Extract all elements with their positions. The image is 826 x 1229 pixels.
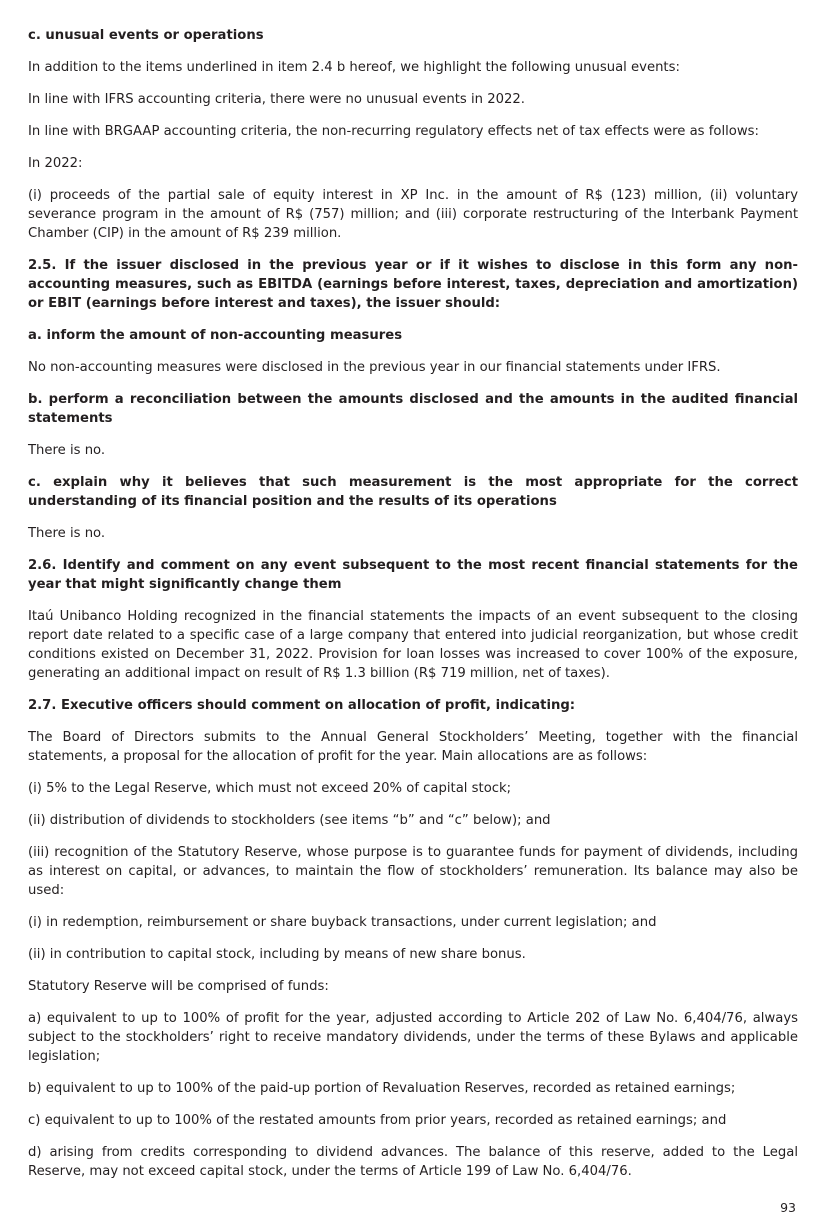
section-heading-2-6: 2.6. Identify and comment on any event subsequent to the most recent financial statements for the year that might significantly change them — [28, 558, 798, 592]
paragraph-statutory-reserve-funds: Statutory Reserve will be comprised of funds: — [28, 979, 329, 994]
paragraph-board-proposal: The Board of Directors submits to the Annual General Stockholders’ Meeting, together with the financial statements, a proposal for the allocation of profit for the year. Main allocations are as follows: — [28, 730, 798, 764]
paragraph-ifrs-no-unusual-events: In line with IFRS accounting criteria, there were no unusual events in 2022. — [28, 92, 525, 107]
section-heading-2-7: 2.7. Executive officers should comment on allocation of profit, indicating: — [28, 698, 576, 713]
subsection-heading-2-5-c: c. explain why it believes that such measurement is the most appropriate for the correct understanding of its financial position and the results of its operations — [28, 475, 798, 509]
paragraph-additional-items: In addition to the items underlined in item 2.4 b hereof, we highlight the following unusual events: — [28, 60, 680, 75]
paragraph-there-is-no-b: There is no. — [28, 443, 106, 458]
paragraph-allocation-item-iii: (iii) recognition of the Statutory Reserve, whose purpose is to guarantee funds for payment of dividends, including as interest on capital, or advances, to maintain the flow of stockholders’ remuneration. Its balance may also be used: — [28, 845, 798, 898]
paragraph-allocation-item-ii: (ii) distribution of dividends to stockholders (see items “b” and “c” below); and — [28, 813, 551, 828]
page-number: 93 — [780, 1200, 796, 1215]
paragraph-fund-c: c) equivalent to up to 100% of the restated amounts from prior years, recorded as retained earnings; and — [28, 1113, 727, 1128]
section-heading-2-5: 2.5. If the issuer disclosed in the previous year or if it wishes to disclose in this form any non-accounting measures, such as EBITDA (earnings before interest, taxes, depreciation and amortization) or EBIT (earnings before interest and taxes), the issuer should: — [28, 258, 798, 311]
paragraph-fund-d: d) arising from credits corresponding to dividend advances. The balance of this reserve, added to the Legal Reserve, may not exceed capital stock, under the terms of Article 199 of Law No. 6,404/76. — [28, 1145, 798, 1179]
paragraph-2022-items-list: (i) proceeds of the partial sale of equity interest in XP Inc. in the amount of R$ (123) million, (ii) voluntary severance program in the amount of R$ (757) million; and (iii) corporate restructuring of the Interbank Payment Chamber (CIP) in the amount of R$ 239 million. — [28, 188, 798, 241]
paragraph-in-2022-label: In 2022: — [28, 156, 83, 171]
paragraph-no-non-accounting-measures: No non-accounting measures were disclosed in the previous year in our financial statements under IFRS. — [28, 360, 721, 375]
paragraph-there-is-no-c: There is no. — [28, 526, 106, 541]
paragraph-subsequent-event: Itaú Unibanco Holding recognized in the financial statements the impacts of an event subsequent to the closing report date related to a specific case of a large company that entered into judicial reorganization, but whose credit conditions existed on December 31, 2022. Provision for loan losses was increased to cover 100% of the exposure, generating an additional impact on result of R$ 1.3 billion (R$ 719 million, net of taxes). — [28, 609, 798, 681]
subsection-heading-2-5-b: b. perform a reconciliation between the amounts disclosed and the amounts in the audited financial statements — [28, 392, 798, 426]
paragraph-allocation-item-i: (i) 5% to the Legal Reserve, which must not exceed 20% of capital stock; — [28, 781, 512, 796]
paragraph-fund-b: b) equivalent to up to 100% of the paid-up portion of Revaluation Reserves, recorded as retained earnings; — [28, 1081, 736, 1096]
subsection-heading-2-5-a: a. inform the amount of non-accounting measures — [28, 328, 403, 343]
paragraph-balance-use-ii: (ii) in contribution to capital stock, including by means of new share bonus. — [28, 947, 526, 962]
document-body — [28, 26, 798, 1181]
section-heading-unusual-events: c. unusual events or operations — [28, 28, 264, 43]
paragraph-brgaap-regulatory-effects: In line with BRGAAP accounting criteria, the non-recurring regulatory effects net of tax effects were as follows: — [28, 124, 759, 139]
paragraph-balance-use-i: (i) in redemption, reimbursement or share buyback transactions, under current legislation; and — [28, 915, 657, 930]
paragraph-fund-a: a) equivalent to up to 100% of profit for the year, adjusted according to Article 202 of Law No. 6,404/76, always subject to the stockholders’ right to receive mandatory dividends, under the terms of these Bylaws and applicable legislation; — [28, 1011, 798, 1064]
